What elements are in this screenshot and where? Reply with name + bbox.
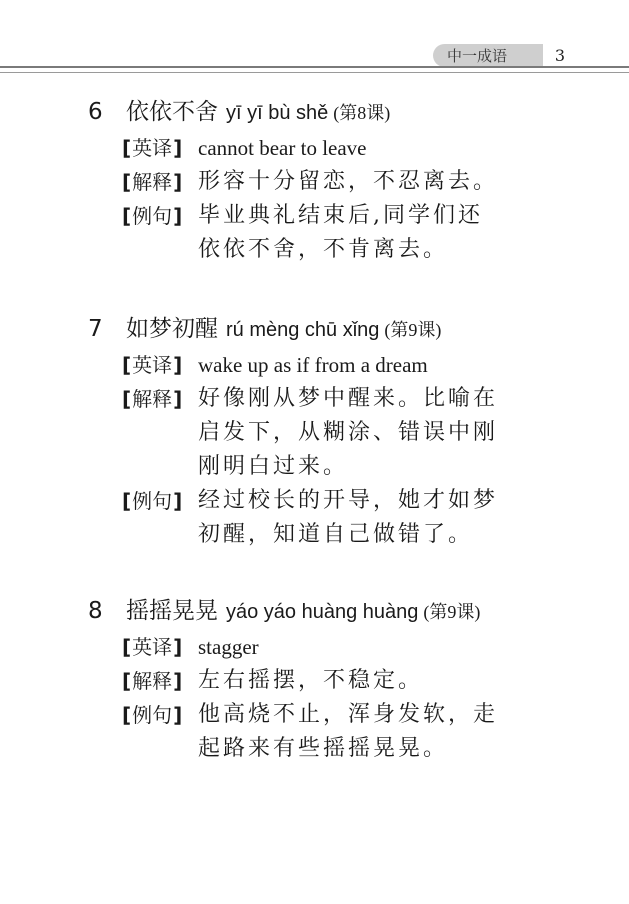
entry-heading <box>88 310 608 348</box>
header-rule <box>0 66 629 68</box>
explanation-line: 好像刚从梦中醒来。比喻在 <box>198 386 499 411</box>
header-rule-thin <box>0 72 629 73</box>
example-line: 初醒，知道自己做错了。 <box>198 522 474 547</box>
example-tag: [ 例句 ] <box>122 703 183 727</box>
example-row <box>122 484 608 552</box>
example-sentence <box>198 698 558 766</box>
example-line: 毕业典礼结束后,同学们还 <box>198 203 483 228</box>
english-translation: cannot bear to leave <box>198 136 367 160</box>
example-line: 他高烧不止，浑身发软，走 <box>198 702 499 727</box>
english-tag: [ 英译 ] <box>122 353 183 377</box>
lesson-ref: (第8课) <box>333 103 391 123</box>
explanation-line: 左右摇摆，不稳定。 <box>198 668 424 693</box>
explain-row <box>122 664 608 698</box>
idiom-pinyin: rú mèng chū xǐng <box>226 319 380 341</box>
entry-number: 8 <box>88 598 103 624</box>
example-sentence <box>198 484 558 552</box>
entry-number: 6 <box>88 99 103 125</box>
idiom-text: 如梦初醒 <box>126 316 218 342</box>
idiom-text: 摇摇晃晃 <box>126 598 218 624</box>
explain-row <box>122 382 608 484</box>
idiom-pinyin: yáo yáo huàng huàng <box>226 601 419 623</box>
page-number: 3 <box>554 45 566 65</box>
english-row <box>122 630 608 664</box>
idiom-entry <box>88 93 608 267</box>
english-translation: wake up as if from a dream <box>198 353 428 377</box>
example-row <box>122 199 608 267</box>
idiom-entry <box>88 592 608 766</box>
english-tag: [ 英译 ] <box>122 635 183 659</box>
example-line: 依依不舍，不肯离去。 <box>198 237 449 262</box>
explain-tag: [ 解释 ] <box>122 387 183 411</box>
english-translation: stagger <box>198 635 259 659</box>
example-line: 起路来有些摇摇晃晃。 <box>198 736 449 761</box>
idiom-text: 依依不舍 <box>126 99 218 125</box>
english-row <box>122 348 608 382</box>
entry-heading <box>88 592 608 630</box>
explanation-line: 启发下，从糊涂、错误中刚 <box>198 420 499 445</box>
example-tag: [ 例句 ] <box>122 489 183 513</box>
lesson-ref: (第9课) <box>423 602 481 622</box>
lesson-ref: (第9课) <box>384 320 442 340</box>
explain-tag: [ 解释 ] <box>122 170 183 194</box>
example-sentence <box>198 199 558 267</box>
section-title: 中一成语 <box>433 44 543 67</box>
entry-heading <box>88 93 608 131</box>
english-row <box>122 131 608 165</box>
explain-tag: [ 解释 ] <box>122 669 183 693</box>
english-tag: [ 英译 ] <box>122 136 183 160</box>
explanation <box>198 664 558 698</box>
explanation <box>198 165 558 199</box>
explanation-line: 形容十分留恋，不忍离去。 <box>198 169 499 194</box>
example-tag: [ 例句 ] <box>122 204 183 228</box>
example-line: 经过校长的开导，她才如梦 <box>198 488 499 513</box>
idiom-entry <box>88 310 608 552</box>
idiom-pinyin: yī yī bù shě <box>226 102 329 124</box>
explain-row <box>122 165 608 199</box>
explanation-line: 刚明白过来。 <box>198 454 349 479</box>
example-row <box>122 698 608 766</box>
entry-number: 7 <box>88 316 103 342</box>
explanation <box>198 382 558 484</box>
